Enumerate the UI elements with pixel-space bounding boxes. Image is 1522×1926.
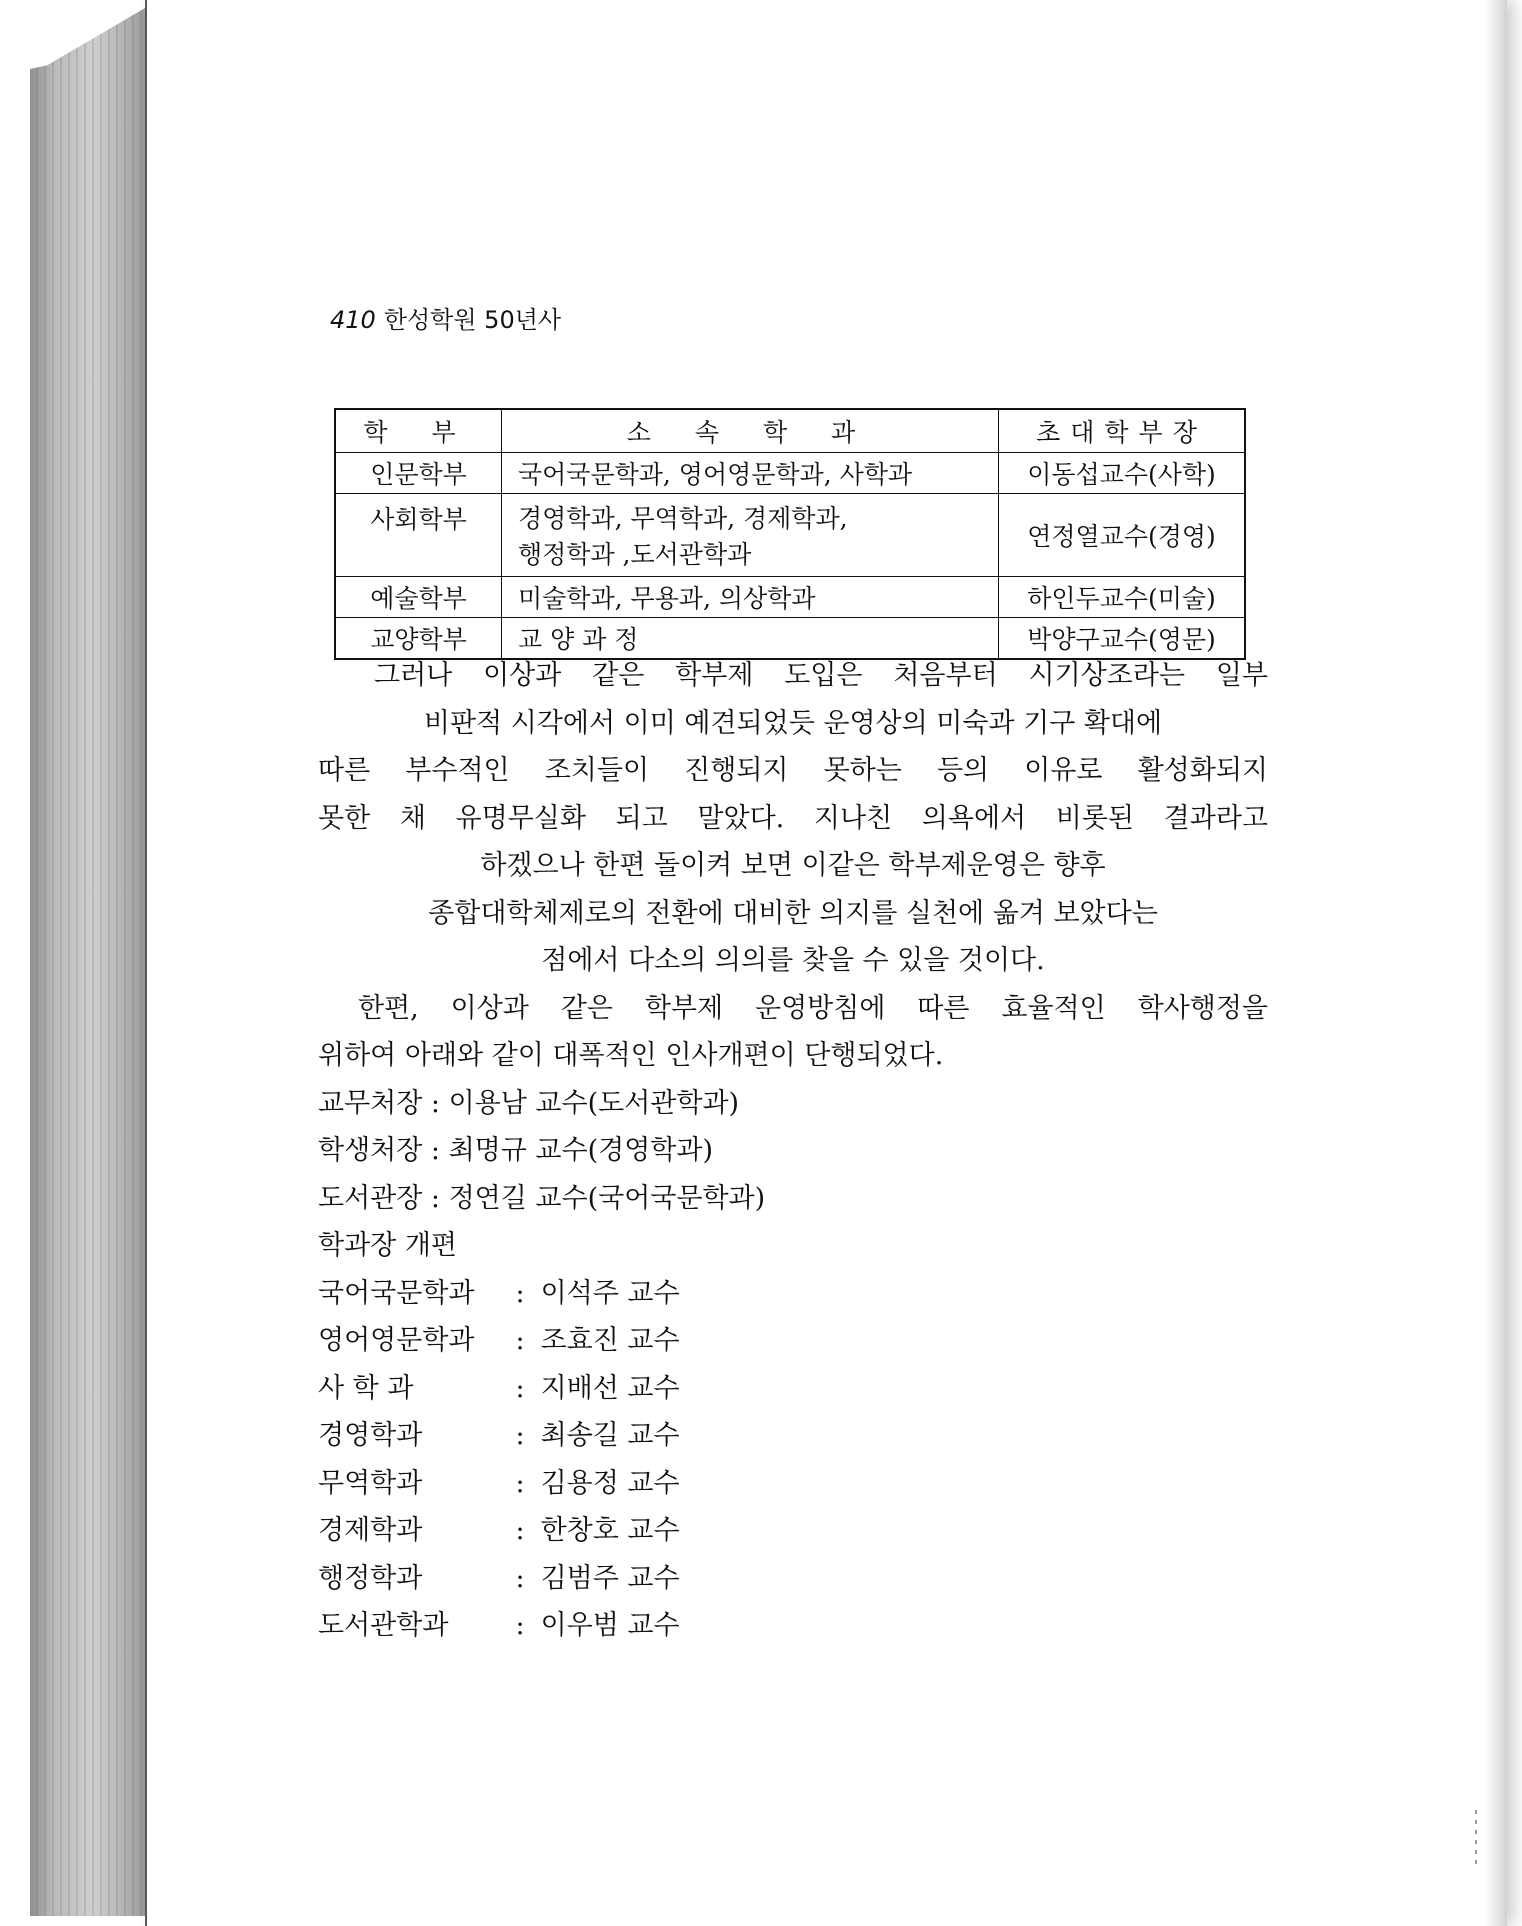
list-item [318, 1317, 1268, 1365]
departments-cell: 국어국문학과, 영어영문학과, 사학과 [502, 453, 999, 494]
table-row [335, 494, 1245, 577]
dean-cell: 연정열교수(경영) [999, 494, 1246, 577]
col-departments: 소 속 학 과 [502, 409, 999, 453]
chair-dept: 경영학과 [318, 1420, 423, 1451]
division-cell: 예술학부 [335, 577, 502, 618]
book-page-stack-edge [30, 8, 145, 1916]
table-row [335, 453, 1245, 494]
paragraph-line: 종합대학체제로의 전환에 대비한 의지를 실천에 옮겨 보았다는 [428, 897, 1158, 929]
colon: : [515, 1515, 525, 1546]
chairs-heading: 학과장 개편 [318, 1230, 457, 1261]
colon: : [515, 1467, 525, 1499]
departments-cell [502, 494, 999, 577]
colon: : [515, 1610, 525, 1641]
chair-dept: 행정학과 [318, 1562, 423, 1594]
departments-line: 경영학과, 무역학과, 경제학과, [518, 504, 848, 533]
dean-cell: 이동섭교수(사학) [999, 453, 1246, 494]
chair-dept: 무역학과 [318, 1467, 423, 1499]
table-header-row [335, 409, 1245, 453]
list-item [318, 1555, 1268, 1603]
colon: : [515, 1372, 525, 1404]
division-table [334, 408, 1246, 660]
paragraph-line: 못한 채 유명무실화 되고 말았다. 지나친 의욕에서 비롯된 결과라고 [318, 802, 1268, 834]
chair-dept: 국어국문학과 [318, 1277, 475, 1309]
chair-dept: 도서관학과 [318, 1610, 449, 1641]
chairs-list [318, 1270, 1268, 1650]
division-cell: 인문학부 [335, 453, 502, 494]
list-item [318, 1602, 1268, 1650]
chair-person: 최송길 교수 [540, 1420, 680, 1451]
running-head [330, 300, 561, 335]
colon: : [515, 1562, 525, 1594]
page-right-shadow [1485, 0, 1507, 1926]
paragraph-line: 한편, 이상과 같은 학부제 운영방침에 따른 효율적인 학사행정을 [358, 992, 1268, 1024]
chair-person: 지배선 교수 [540, 1372, 680, 1404]
departments-cell: 교 양 과 정 [502, 618, 999, 660]
body-text [318, 652, 1268, 1650]
list-item [318, 1412, 1268, 1460]
col-division: 학 부 [335, 409, 502, 453]
paragraph-line: 비판적 시각에서 이미 예견되었듯 운영상의 미숙과 기구 확대에 [423, 707, 1163, 739]
appointment-line: 학생처장 : 최명규 교수(경영학과) [318, 1135, 713, 1166]
departments-cell: 미술학과, 무용과, 의상학과 [502, 577, 999, 618]
division-cell: 사회학부 [335, 494, 502, 577]
appointment-line: 도서관장 : 정연길 교수(국어국문학과) [318, 1182, 766, 1214]
colon: : [515, 1420, 525, 1451]
colon: : [515, 1277, 525, 1309]
appointment-line: 교무처장 : 이용남 교수(도서관학과) [318, 1087, 740, 1119]
list-item [318, 1270, 1268, 1318]
paragraph-line: 하겠으나 한편 돌이켜 보면 이같은 학부제운영은 향후 [480, 850, 1106, 881]
paragraph-line: 위하여 아래와 같이 대폭적인 인사개편이 단행되었다. [318, 1040, 944, 1071]
division-cell: 교양학부 [335, 618, 502, 660]
chair-dept: 영어영문학과 [318, 1325, 475, 1356]
chair-person: 한창호 교수 [540, 1515, 680, 1546]
chair-dept: 사 학 과 [318, 1372, 414, 1404]
chair-person: 김범주 교수 [540, 1562, 680, 1594]
dean-cell: 박양구교수(영문) [999, 618, 1246, 660]
chair-person: 이우범 교수 [540, 1610, 680, 1641]
col-dean: 초대학부장 [999, 409, 1246, 453]
list-item [318, 1460, 1268, 1508]
chair-person: 김용정 교수 [540, 1467, 680, 1499]
chair-dept: 경제학과 [318, 1515, 423, 1546]
paragraph-line: 점에서 다소의 의의를 찾을 수 있을 것이다. [541, 945, 1045, 976]
edge-tick-marks [1475, 1810, 1477, 1870]
paragraph-line: 따른 부수적인 조치들이 진행되지 못하는 등의 이유로 활성화되지 [318, 755, 1268, 786]
chair-person: 이석주 교수 [540, 1277, 680, 1309]
dean-cell: 하인두교수(미술) [999, 577, 1246, 618]
page-number: 410 [330, 306, 376, 334]
list-item [318, 1365, 1268, 1413]
list-item [318, 1507, 1268, 1555]
paragraph-line: 그러나 이상과 같은 학부제 도입은 처음부터 시기상조라는 일부 [374, 660, 1268, 691]
chair-person: 조효진 교수 [540, 1325, 680, 1356]
departments-line: 행정학과 ,도서관학과 [518, 540, 752, 569]
table-row [335, 577, 1245, 618]
book-title: 한성학원 50년사 [383, 306, 562, 334]
colon: : [515, 1325, 525, 1356]
